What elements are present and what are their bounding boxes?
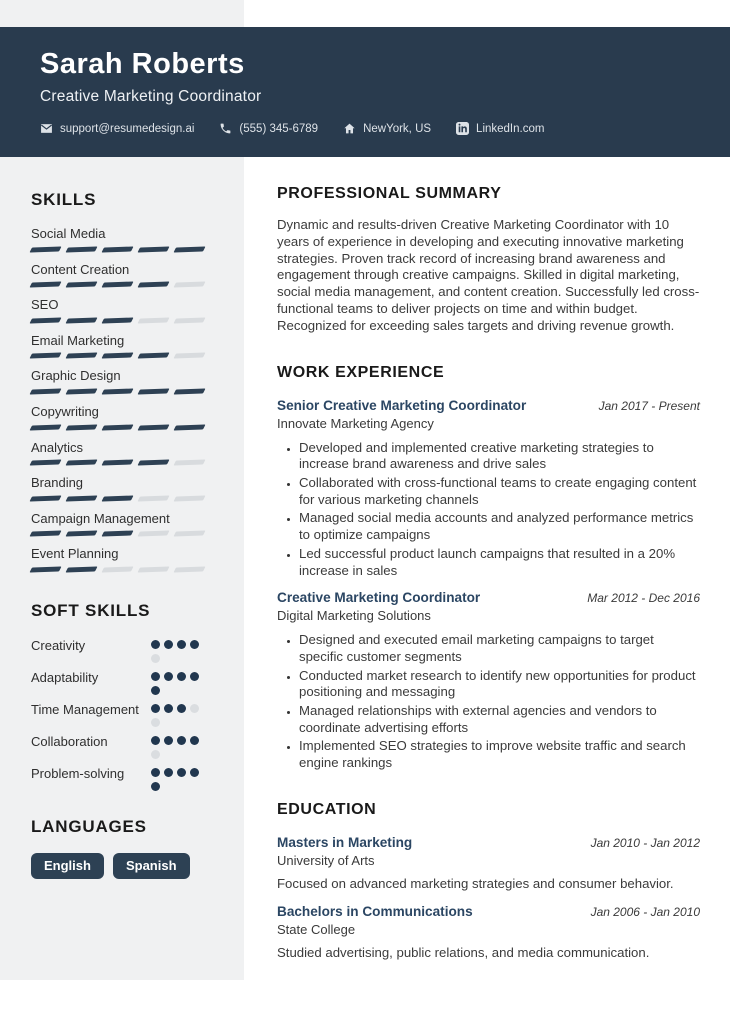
- contact-location-text: NewYork, US: [363, 122, 432, 135]
- education-header: [277, 835, 700, 850]
- skill-item: Graphic Design: [31, 368, 212, 395]
- candidate-title: Creative Marketing Coordinator: [40, 88, 262, 106]
- main-column: [277, 185, 700, 961]
- soft-skill-item: Adaptability: [31, 669, 212, 695]
- skill-bar: [31, 389, 212, 395]
- education-header: [277, 904, 700, 919]
- skill-bar: [31, 425, 212, 431]
- language-pills: [31, 853, 212, 879]
- skill-bar: [31, 496, 212, 502]
- language-badge: English: [31, 853, 104, 879]
- degree-title: Masters in Marketing: [277, 834, 413, 850]
- contact-location: [343, 122, 431, 135]
- job-bullet: • Managed relationships with external agencies and vendors to coordinate advertising efforts: [299, 703, 700, 736]
- job-header: [277, 398, 700, 413]
- education-school: University of Arts: [277, 852, 375, 868]
- skill-item: Campaign Management: [31, 511, 212, 538]
- skill-item: Event Planning: [31, 546, 212, 573]
- soft-skill-dots: [151, 640, 201, 663]
- job-title: Creative Marketing Coordinator: [277, 590, 481, 606]
- sidebar: [0, 157, 244, 879]
- job-header: [277, 590, 700, 605]
- contact-phone-text: (555) 345-6789: [239, 122, 319, 135]
- skills-heading: SKILLS: [31, 190, 97, 209]
- skill-item: Branding: [31, 475, 212, 502]
- contact-linkedin[interactable]: [456, 122, 544, 135]
- job-bullet: • Developed and implemented creative marketing strategies to increase brand awareness and drive sales: [299, 440, 700, 473]
- education-heading: EDUCATION: [277, 800, 377, 818]
- job-entry: [277, 398, 700, 580]
- soft-skill-dots: [151, 768, 201, 791]
- soft-skill-item: Creativity: [31, 637, 212, 663]
- job-bullet: • Implemented SEO strategies to improve website traffic and search engine rankings: [299, 738, 700, 771]
- job-dates: Jan 2017 - Present: [598, 398, 700, 413]
- education-dates: Jan 2010 - Jan 2012: [590, 835, 700, 850]
- skill-bar: [31, 282, 212, 288]
- job-bullets: [277, 440, 700, 580]
- soft-skills-section: [31, 601, 212, 791]
- soft-skill-item: Problem-solving: [31, 765, 212, 791]
- education-description: Focused on advanced marketing strategies and consumer behavior.: [277, 875, 674, 891]
- home-icon: [343, 122, 356, 135]
- skill-item: Content Creation: [31, 262, 212, 289]
- phone-icon: [219, 122, 232, 135]
- linkedin-icon: [456, 122, 469, 135]
- experience-heading: WORK EXPERIENCE: [277, 363, 445, 381]
- soft-skill-dots: [151, 704, 201, 727]
- skill-bar: [31, 460, 212, 466]
- degree-title: Bachelors in Communications: [277, 903, 473, 919]
- education-description: Studied advertising, public relations, and media communication.: [277, 944, 650, 960]
- skill-bar: [31, 567, 212, 573]
- skill-bar: [31, 531, 212, 537]
- contact-phone[interactable]: [219, 122, 318, 135]
- job-company: Innovate Marketing Agency: [277, 415, 434, 431]
- contact-row: [40, 122, 700, 135]
- job-bullet: • Led successful product launch campaigns that resulted in a 20% increase in sales: [299, 546, 700, 579]
- education-section: [277, 801, 700, 962]
- job-entry: [277, 590, 700, 772]
- envelope-icon: [40, 122, 53, 135]
- soft-skill-dots: [151, 736, 201, 759]
- soft-skills-heading: SOFT SKILLS: [31, 600, 151, 620]
- skill-bar: [31, 318, 212, 324]
- education-school: State College: [277, 921, 356, 937]
- experience-section: [277, 364, 700, 772]
- contact-linkedin-text: LinkedIn.com: [476, 122, 545, 135]
- languages-section: [31, 817, 212, 879]
- resume-header: [0, 27, 730, 157]
- skill-item: SEO: [31, 297, 212, 324]
- job-title: Senior Creative Marketing Coordinator: [277, 397, 527, 413]
- contact-email-text: support@resumedesign.ai: [60, 122, 195, 135]
- soft-skill-dots: [151, 672, 201, 695]
- skill-item: Analytics: [31, 440, 212, 467]
- soft-skill-item: Collaboration: [31, 733, 212, 759]
- skill-item: Social Media: [31, 226, 212, 253]
- job-company: Digital Marketing Solutions: [277, 608, 431, 624]
- job-bullet: • Collaborated with cross-functional teams to create engaging content for various marketing channels: [299, 475, 700, 508]
- skill-bar: [31, 353, 212, 359]
- education-dates: Jan 2006 - Jan 2010: [590, 904, 700, 919]
- education-entry: [277, 835, 700, 893]
- job-bullet: • Managed social media accounts and analyzed performance metrics to optimize campaigns: [299, 510, 700, 543]
- soft-skill-item: Time Management: [31, 701, 212, 727]
- language-badge: Spanish: [113, 853, 190, 879]
- skill-item: Email Marketing: [31, 333, 212, 360]
- skill-item: Copywriting: [31, 404, 212, 431]
- job-bullet: • Conducted market research to identify new opportunities for product positioning and messaging: [299, 668, 700, 701]
- summary-heading: PROFESSIONAL SUMMARY: [277, 185, 502, 202]
- education-entry: [277, 904, 700, 962]
- candidate-name: Sarah Roberts: [40, 48, 245, 80]
- languages-heading: LANGUAGES: [31, 816, 147, 836]
- job-dates: Mar 2012 - Dec 2016: [587, 591, 700, 606]
- job-bullets: [277, 632, 700, 772]
- contact-email[interactable]: [40, 122, 194, 135]
- job-bullet: • Designed and executed email marketing campaigns to target specific customer segments: [299, 632, 700, 665]
- skill-bar: [31, 247, 212, 253]
- summary-text: Dynamic and results-driven Creative Marketing Coordinator with 10 years of experience in developing and executing innovative marketing strategies. Proven track record of increasing brand awareness and engagement through creative campaigns. Skilled in digital marketing, social media management, and content creation. Successfully led cross-functional teams to deliver projects on time and within budget. Recognized for exceeding sales targets and driving revenue growth.: [277, 217, 700, 333]
